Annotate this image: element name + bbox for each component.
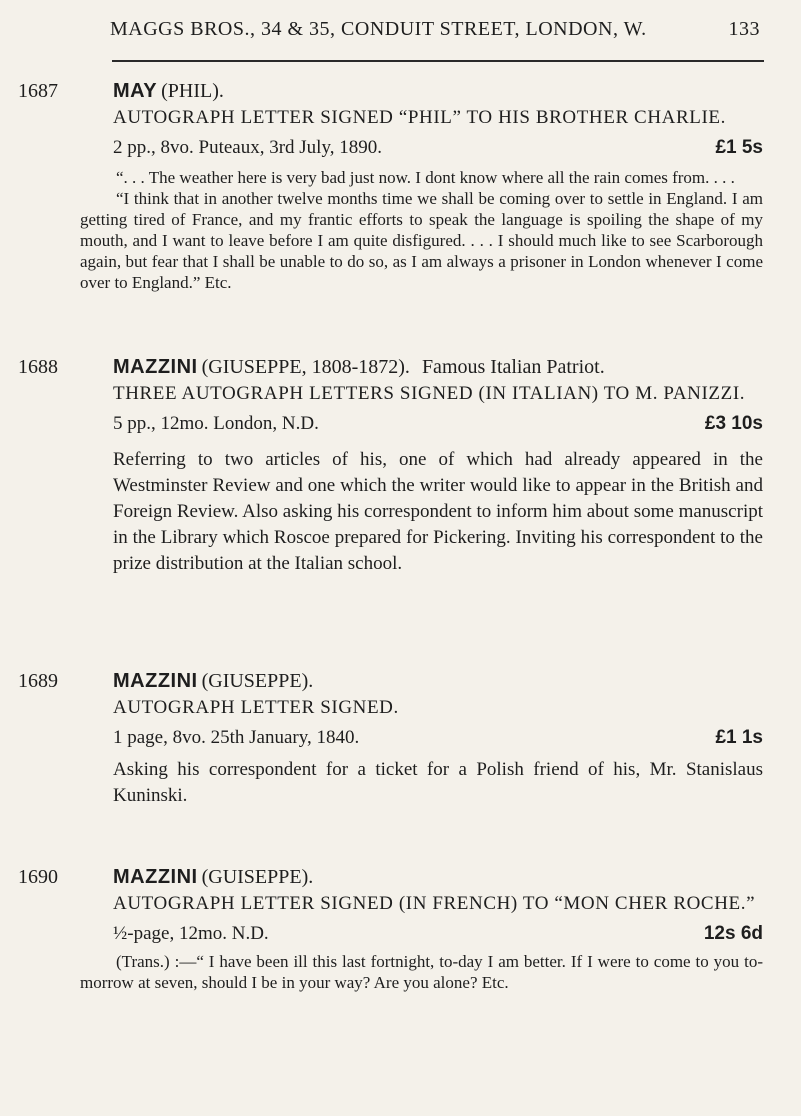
collation-text: 5 pp., 12mo. London, N.D. <box>113 413 319 434</box>
collation-text: 2 pp., 8vo. Puteaux, 3rd July, 1890. <box>113 137 382 158</box>
item-description <box>113 757 763 809</box>
author-name: MAZZINI <box>113 670 198 692</box>
item-description <box>80 951 763 993</box>
entry-heading <box>113 356 763 379</box>
item-title: THREE AUTOGRAPH LETTERS SIGNED (IN ITALIAN) TO M. PANIZZI. <box>113 383 746 404</box>
author-description: Famous Italian Patriot. <box>421 356 605 378</box>
entry-heading <box>113 670 763 693</box>
item-title: AUTOGRAPH LETTER SIGNED. <box>113 697 399 718</box>
collation-text: ½-page, 12mo. N.D. <box>113 923 269 944</box>
author-details: (GUISEPPE). <box>201 866 314 888</box>
description-paragraph: (Trans.) :—“ I have been ill this last fortnight, to-day I am better. If I were to come to you to-morrow at seven, should I be in your way? Are you alone? Etc. <box>80 952 763 992</box>
description-paragraph: “. . . The weather here is very bad just now. I dont know where all the rain comes from. . . . <box>116 168 735 187</box>
author-details: (GIUSEPPE, 1808-1872). <box>201 356 410 378</box>
entry-heading <box>113 80 763 103</box>
author-name: MAZZINI <box>113 866 198 888</box>
author-details: (GIUSEPPE). <box>201 670 314 692</box>
collation <box>113 725 763 751</box>
lot-number: 1687 <box>18 80 58 102</box>
header-rule <box>112 60 764 62</box>
collation <box>113 135 763 161</box>
description-paragraph: Referring to two articles of his, one of which had already appeared in the Westminster Review and one which the writer would like to appear in the British and Foreign Review. Also asking his correspondent to inform him about some manuscript in the Library which Roscoe prepared for Pickering. Inviting his correspondent to the prize distribution at the Italian school. <box>113 449 763 574</box>
lot-number: 1690 <box>18 866 58 888</box>
description-paragraph: “I think that in another twelve months time we shall be coming over to settle in England. I am getting tired of France, and my frantic efforts to speak the language is spoiling the shape of my mouth, and I want to leave before I am quite disfigured. . . . I should much like to see Scarborough again, but fear that I shall be unable to do so, as I am always a prisoner in London whenever I come over to England.” Etc. <box>80 189 763 292</box>
price: £1 5s <box>715 137 763 158</box>
author-details: (PHIL). <box>161 80 224 102</box>
page-number: 133 <box>728 18 760 40</box>
item-title: AUTOGRAPH LETTER SIGNED “PHIL” TO HIS BROTHER CHARLIE. <box>113 107 726 128</box>
price: £3 10s <box>704 413 763 434</box>
collation <box>113 411 763 437</box>
collation-text: 1 page, 8vo. 25th January, 1840. <box>113 727 360 748</box>
author-name: MAY <box>113 80 158 102</box>
author-name: MAZZINI <box>113 356 198 378</box>
price: £1 1s <box>715 727 763 748</box>
description-paragraph: Asking his correspondent for a ticket for a Polish friend of his, Mr. Stanislaus Kuninski. <box>113 759 763 806</box>
item-description <box>80 167 763 293</box>
lot-number: 1689 <box>18 670 58 692</box>
lot-number: 1688 <box>18 356 58 378</box>
entry-heading <box>113 866 763 889</box>
item-description <box>113 447 763 577</box>
running-header <box>110 18 760 41</box>
running-title: MAGGS BROS., 34 & 35, CONDUIT STREET, LONDON, W. <box>110 18 647 40</box>
collation <box>113 921 763 947</box>
item-title: AUTOGRAPH LETTER SIGNED (IN FRENCH) TO “MON CHER ROCHE.” <box>113 893 756 914</box>
price: 12s 6d <box>703 923 763 944</box>
